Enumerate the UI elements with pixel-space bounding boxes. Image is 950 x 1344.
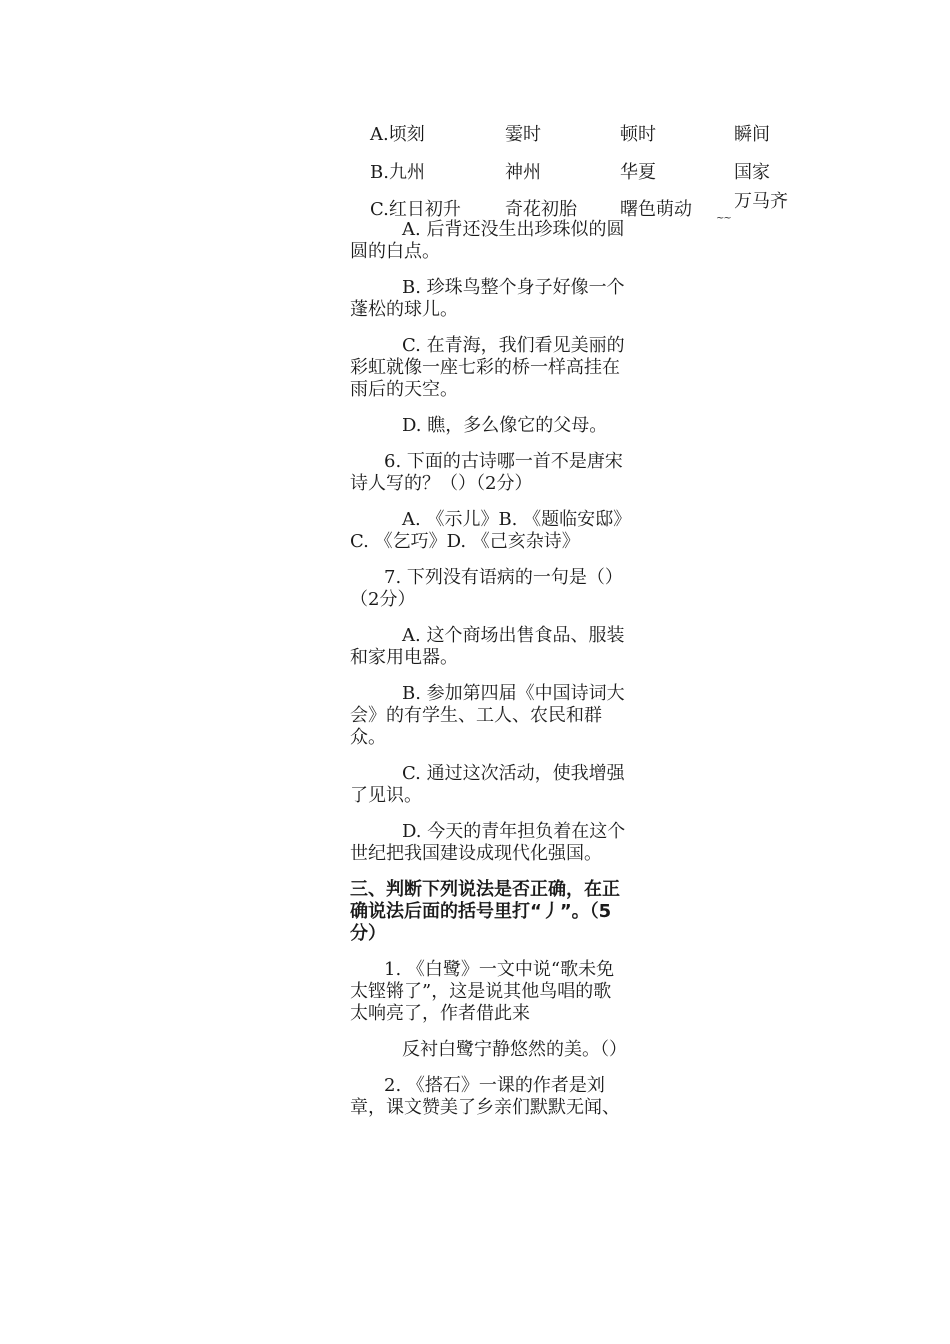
option-row-c-item: 曙色萌动 [620,199,692,220]
q7-stem: 7. 下列没有语病的一句是（）（2分） [350,567,623,610]
option-row-a-item: 瞬间 [734,124,770,145]
section-3-item-1-cont: 反衬白鹭宁静悠然的美。（） [402,1039,627,1060]
q7-option-a: A. 这个商场出售食品、服装和家用电器。 [350,625,625,668]
q5-option-b: B. 珍珠鸟整个身子好像一个蓬松的球儿。 [350,277,625,320]
q7-option-d: D. 今天的青年担负着在这个世纪把我国建设成现代化强国。 [350,821,626,864]
option-row-b [370,162,425,184]
q6-options: A. 《示儿》B. 《题临安邸》C. 《乞巧》D. 《己亥杂诗》 [350,509,623,552]
q6-stem: 6. 下面的古诗哪一首不是唐宋诗人写的？（）（2分） [350,451,623,494]
option-row-a-item: 霎时 [505,124,541,145]
section-3-heading: 三、判断下列说法是否正确，在正确说法后面的括号里打“丿”。（5分） [350,879,620,944]
q7-option-b: B. 参加第四届《中国诗词大会》的有学生、工人、农民和群众。 [350,683,625,748]
section-3-item-1: 1. 《白鹭》一文中说“歌未免太铿锵了”，这是说其他鸟唱的歌太响亮了，作者借此来 [350,959,615,1024]
option-row-b-item: 国家 [734,162,770,183]
option-row-b-item: 神州 [505,162,541,183]
q5-option-c: C. 在青海，我们看见美丽的彩虹就像一座七彩的桥一样高挂在雨后的天空。 [350,335,625,400]
q5-option-a: A. 后背还没生出珍珠似的圆圆的白点。 [350,219,625,262]
option-row-a [370,124,425,146]
option-row-c-item: 万马齐 [734,191,788,212]
q7-option-c: C. 通过这次活动，使我增强了见识。 [350,763,625,806]
question-column [350,219,628,1133]
option-row-a-item: 顿时 [620,124,656,145]
section-3-item-2: 2. 《搭石》一课的作者是刘章，课文赞美了乡亲们默默无闻、 [350,1075,620,1118]
option-row-label: A.顷刻 [370,124,425,145]
option-row-c-item: 奇花初胎 [505,199,577,220]
stray-mark: ~~ [716,213,731,224]
option-row-c [370,199,461,221]
option-row-b-item: 华夏 [620,162,656,183]
option-row-label: C.红日初升 [370,199,461,220]
option-row-label: B.九州 [370,162,425,183]
q5-option-d: D. 瞧，多么像它的父母。 [402,415,608,436]
